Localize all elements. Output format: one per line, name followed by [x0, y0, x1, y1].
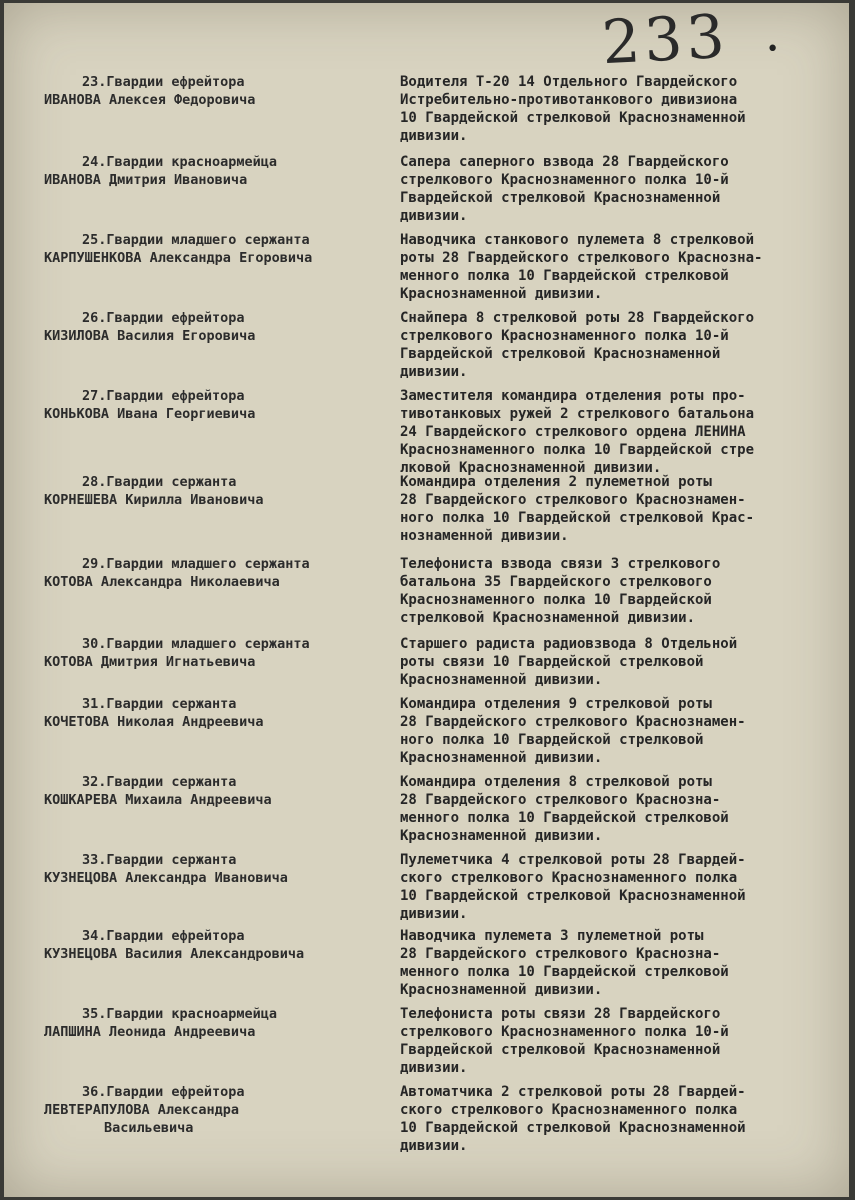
description-line: Гвардейской стрелковой Краснознаменной	[400, 1042, 721, 1058]
position-description	[400, 309, 840, 381]
recipient-name: КОЧЕТОВА Николая Андреевича	[44, 714, 264, 730]
description-line: стрелкового Краснознаменного полка 10-й	[400, 172, 729, 188]
recipient	[44, 851, 399, 887]
recipient-name: КУЗНЕЦОВА Александра Ивановича	[44, 870, 288, 886]
description-line: роты 28 Гвардейского стрелкового Краснозна-	[400, 250, 763, 266]
description-line: дивизии.	[400, 1060, 468, 1076]
document-page	[4, 3, 849, 1197]
description-line: Старшего радиста радиовзвода 8 Отдельной	[400, 636, 738, 652]
recipient-name: КАРПУШЕНКОВА Александра Егоровича	[44, 250, 313, 266]
description-line: Краснознаменного полка 10 Гвардейской	[400, 592, 712, 608]
description-line: 24 Гвардейского стрелкового ордена ЛЕНИНА	[400, 424, 746, 440]
recipient	[44, 1005, 399, 1041]
position-description	[400, 695, 840, 767]
description-line: 28 Гвардейского стрелкового Краснозна-	[400, 946, 721, 962]
recipient-name: КУЗНЕЦОВА Василия Александровича	[44, 946, 305, 962]
description-line: Истребительно-противотанкового дивизиона	[400, 92, 738, 108]
description-line: ского стрелкового Краснознаменного полка	[400, 1102, 738, 1118]
recipient-name: КОРНЕШЕВА Кирилла Ивановича	[44, 492, 264, 508]
description-line: Краснознаменной дивизии.	[400, 828, 603, 844]
description-line: Наводчика станкового пулемета 8 стрелковой	[400, 232, 755, 248]
description-line: тивотанковых ружей 2 стрелкового батальона	[400, 406, 755, 422]
recipient	[44, 635, 399, 671]
recipient	[44, 555, 399, 591]
position-description	[400, 1005, 840, 1077]
recipient-rank: 32.Гвардии сержанта	[82, 774, 237, 790]
recipient-name: ЛАПШИНА Леонида Андреевича	[44, 1024, 256, 1040]
position-description	[400, 231, 840, 303]
description-line: 10 Гвардейской стрелковой Краснознаменной	[400, 110, 746, 126]
recipient	[44, 927, 399, 963]
description-line: 10 Гвардейской стрелковой Краснознаменной	[400, 888, 746, 904]
recipient-rank: 33.Гвардии сержанта	[82, 852, 237, 868]
description-line: 10 Гвардейской стрелковой Краснознаменной	[400, 1120, 746, 1136]
position-description	[400, 635, 840, 689]
recipient	[44, 695, 399, 731]
recipient	[44, 73, 399, 109]
description-line: менного полка 10 Гвардейской стрелковой	[400, 268, 729, 284]
recipient-name: КОТОВА Александра Николаевича	[44, 574, 280, 590]
description-line: ского стрелкового Краснознаменного полка	[400, 870, 738, 886]
position-description	[400, 73, 840, 145]
recipient-rank: 27.Гвардии ефрейтора	[82, 388, 245, 404]
recipient-rank: 29.Гвардии младшего сержанта	[82, 556, 310, 572]
description-line: Командира отделения 8 стрелковой роты	[400, 774, 712, 790]
description-line: дивизии.	[400, 906, 468, 922]
recipient-patronymic: Васильевича	[104, 1120, 194, 1136]
description-line: Сапера саперного взвода 28 Гвардейского	[400, 154, 729, 170]
recipient	[44, 309, 399, 345]
recipient-rank: 36.Гвардии ефрейтора	[82, 1084, 245, 1100]
ink-dot: •	[766, 37, 780, 62]
description-line: батальона 35 Гвардейского стрелкового	[400, 574, 712, 590]
description-line: Командира отделения 2 пулеметной роты	[400, 474, 712, 490]
description-line: дивизии.	[400, 364, 468, 380]
page-number: 233	[600, 1, 731, 79]
description-line: ного полка 10 Гвардейской стрелковой Крас-	[400, 510, 755, 526]
description-line: ного полка 10 Гвардейской стрелковой	[400, 732, 704, 748]
description-line: Телефониста роты связи 28 Гвардейского	[400, 1006, 721, 1022]
position-description	[400, 473, 840, 545]
recipient	[44, 387, 399, 423]
description-line: Снайпера 8 стрелковой роты 28 Гвардейского	[400, 310, 755, 326]
description-line: Гвардейской стрелковой Краснознаменной	[400, 190, 721, 206]
description-line: дивизии.	[400, 208, 468, 224]
position-description	[400, 555, 840, 627]
recipient-name: ИВАНОВА Алексея Федоровича	[44, 92, 256, 108]
description-line: менного полка 10 Гвардейской стрелковой	[400, 810, 729, 826]
recipient-name: КИЗИЛОВА Василия Егоровича	[44, 328, 256, 344]
description-line: Гвардейской стрелковой Краснознаменной	[400, 346, 721, 362]
position-description	[400, 387, 840, 477]
position-description	[400, 851, 840, 923]
description-line: Автоматчика 2 стрелковой роты 28 Гвардей-	[400, 1084, 746, 1100]
recipient-name: КОШКАРЕВА Михаила Андреевича	[44, 792, 272, 808]
recipient-rank: 28.Гвардии сержанта	[82, 474, 237, 490]
recipient-rank: 24.Гвардии красноармейца	[82, 154, 278, 170]
description-line: дивизии.	[400, 128, 468, 144]
description-line: Краснознаменной дивизии.	[400, 672, 603, 688]
recipient-rank: 26.Гвардии ефрейтора	[82, 310, 245, 326]
recipient	[44, 231, 399, 267]
recipient-rank: 35.Гвардии красноармейца	[82, 1006, 278, 1022]
recipient-name: ИВАНОВА Дмитрия Ивановича	[44, 172, 248, 188]
position-description	[400, 1083, 840, 1155]
position-description	[400, 927, 840, 999]
recipient-rank: 30.Гвардии младшего сержанта	[82, 636, 310, 652]
recipient-name: КОТОВА Дмитрия Игнатьевича	[44, 654, 256, 670]
description-line: Краснознаменной дивизии.	[400, 286, 603, 302]
recipient	[44, 773, 399, 809]
recipient-rank: 31.Гвардии сержанта	[82, 696, 237, 712]
description-line: Краснознаменного полка 10 Гвардейской стре	[400, 442, 755, 458]
description-line: 28 Гвардейского стрелкового Краснозна-	[400, 792, 721, 808]
description-line: Командира отделения 9 стрелковой роты	[400, 696, 712, 712]
recipient-rank: 25.Гвардии младшего сержанта	[82, 232, 310, 248]
description-line: Краснознаменной дивизии.	[400, 982, 603, 998]
recipient	[44, 1083, 399, 1137]
recipient-name: КОНЬКОВА Ивана Георгиевича	[44, 406, 256, 422]
description-line: Телефониста взвода связи 3 стрелкового	[400, 556, 721, 572]
description-line: лковой Краснознаменной дивизии.	[400, 460, 662, 476]
recipient-name: ЛЕВТЕРАПУЛОВА Александра	[44, 1102, 240, 1118]
description-line: Заместителя командира отделения роты про-	[400, 388, 746, 404]
description-line: роты связи 10 Гвардейской стрелковой	[400, 654, 704, 670]
recipient-rank: 23.Гвардии ефрейтора	[82, 74, 245, 90]
description-line: Пулеметчика 4 стрелковой роты 28 Гвардей-	[400, 852, 746, 868]
description-line: 28 Гвардейского стрелкового Краснознамен-	[400, 714, 746, 730]
description-line: 28 Гвардейского стрелкового Краснознамен-	[400, 492, 746, 508]
description-line: менного полка 10 Гвардейской стрелковой	[400, 964, 729, 980]
description-line: стрелкового Краснознаменного полка 10-й	[400, 1024, 729, 1040]
description-line: нознаменной дивизии.	[400, 528, 569, 544]
position-description	[400, 773, 840, 845]
description-line: дивизии.	[400, 1138, 468, 1154]
description-line: Наводчика пулемета 3 пулеметной роты	[400, 928, 704, 944]
description-line: Водителя Т-20 14 Отдельного Гвардейского	[400, 74, 738, 90]
description-line: Краснознаменной дивизии.	[400, 750, 603, 766]
description-line: стрелковой Краснознаменной дивизии.	[400, 610, 696, 626]
recipient	[44, 473, 399, 509]
recipient-rank: 34.Гвардии ефрейтора	[82, 928, 245, 944]
recipient	[44, 153, 399, 189]
position-description	[400, 153, 840, 225]
description-line: стрелкового Краснознаменного полка 10-й	[400, 328, 729, 344]
